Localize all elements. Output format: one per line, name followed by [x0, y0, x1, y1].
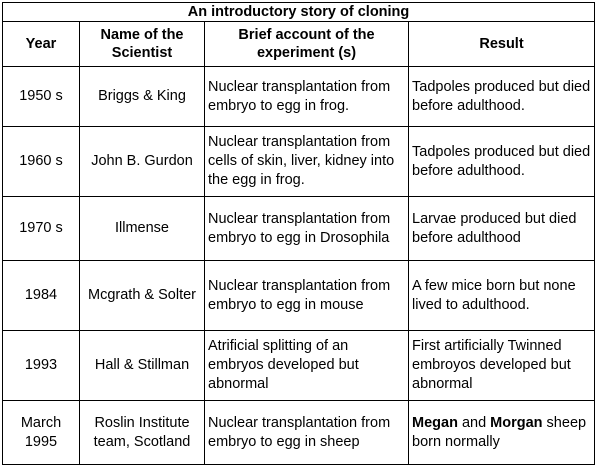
result-and: and — [457, 414, 491, 431]
table-row — [3, 67, 595, 127]
cell-year: 1970 s — [3, 197, 80, 261]
table-title: An introductory story of cloning — [3, 3, 595, 22]
table-row — [3, 331, 595, 401]
cell-result: Larvae produced but died before adulthood — [409, 197, 595, 261]
header-result: Result — [409, 22, 595, 67]
header-scientist: Name of the Scientist — [80, 22, 205, 67]
cell-account: Nuclear transplantation from embryo to egg in mouse — [205, 261, 409, 331]
cell-result: A few mice born but none lived to adulthood. — [409, 261, 595, 331]
cell-scientist: John B. Gurdon — [80, 127, 205, 197]
cell-result: First artificially Twinned embroyos developed but abnormal — [409, 331, 595, 401]
header-account: Brief account of the experiment (s) — [205, 22, 409, 67]
header-row — [3, 22, 595, 67]
cell-account: Atrificial splitting of an embryos developed but abnormal — [205, 331, 409, 401]
cell-account: Nuclear transplantation from embryo to egg in sheep — [205, 401, 409, 465]
cell-scientist: Briggs & King — [80, 67, 205, 127]
sheep-name-megan: Megan — [412, 414, 458, 431]
header-year: Year — [3, 22, 80, 67]
cell-result — [409, 401, 595, 465]
cell-scientist: Roslin Institute team, Scotland — [80, 401, 205, 465]
cell-scientist: Hall & Stillman — [80, 331, 205, 401]
table-row — [3, 197, 595, 261]
cell-account: Nuclear transplantation from embryo to egg in frog. — [205, 67, 409, 127]
cell-year: 1984 — [3, 261, 80, 331]
table-row — [3, 127, 595, 197]
table-title-row — [3, 3, 595, 22]
cloning-history-table — [2, 2, 595, 465]
cell-scientist: Mcgrath & Solter — [80, 261, 205, 331]
cell-result: Tadpoles produced but died before adulthood. — [409, 127, 595, 197]
cell-year: March 1995 — [3, 401, 80, 465]
cell-year: 1950 s — [3, 67, 80, 127]
table-row — [3, 261, 595, 331]
table-row — [3, 401, 595, 465]
cell-account: Nuclear transplantation from cells of skin, liver, kidney into the egg in frog. — [205, 127, 409, 197]
cell-year: 1993 — [3, 331, 80, 401]
cell-year: 1960 s — [3, 127, 80, 197]
sheep-name-morgan: Morgan — [490, 414, 543, 431]
cell-account: Nuclear transplantation from embryo to egg in Drosophila — [205, 197, 409, 261]
cell-scientist: Illmense — [80, 197, 205, 261]
result-tail: sheep born normally — [412, 414, 587, 450]
cell-result: Tadpoles produced but died before adulthood. — [409, 67, 595, 127]
